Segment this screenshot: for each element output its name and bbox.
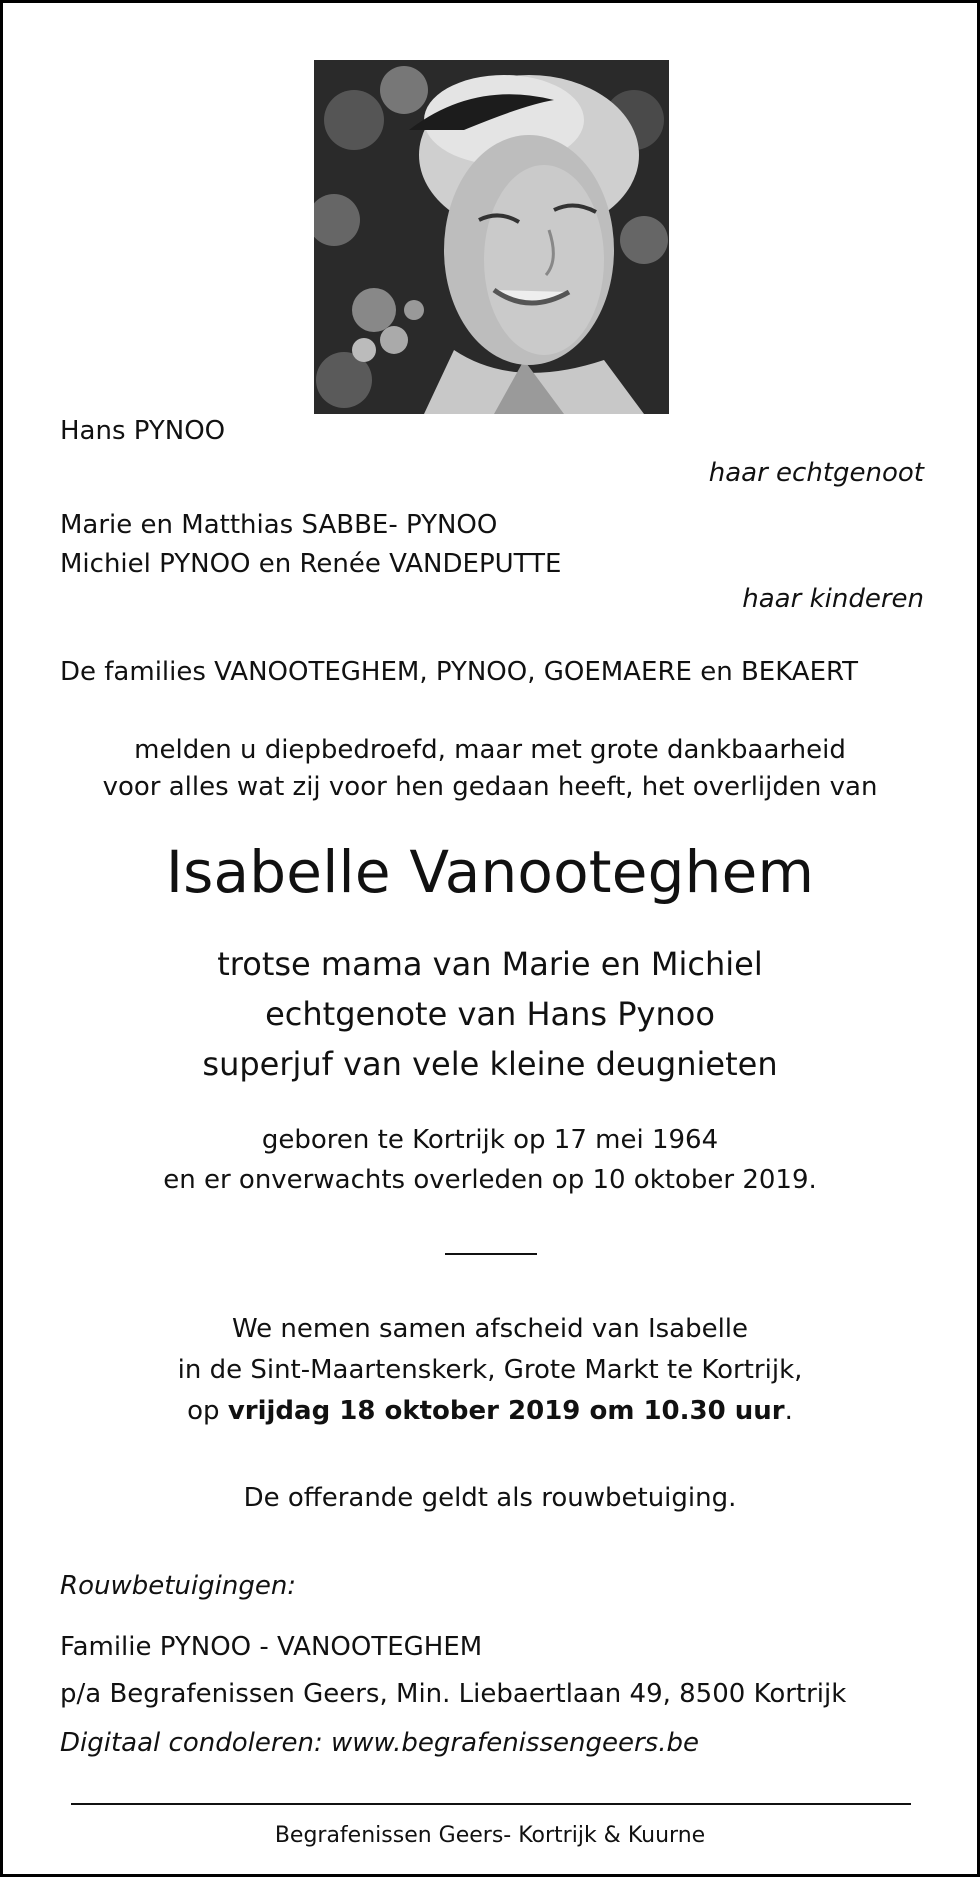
ceremony-line-2: in de Sint-Maartenskerk, Grote Markt te Kortrijk, [177,1355,803,1385]
condolences-addressee: Familie PYNOO - VANOOTEGHEM [60,1632,483,1662]
condolences-address: p/a Begrafenissen Geers, Min. Liebaertlaan 49, 8500 Kortrijk [60,1679,847,1709]
description-line-1: trotse mama van Marie en Michiel [217,945,763,983]
description-line-2: echtgenote van Hans Pynoo [265,995,715,1033]
ceremony-prefix: op [187,1396,228,1426]
death-line: en er onverwachts overleden op 10 oktober 2019. [163,1165,817,1195]
spouse-name: Hans PYNOO [60,416,226,446]
separator-dash [445,1253,537,1255]
condolences-heading: Rouwbetuigingen: [60,1571,297,1601]
ceremony-line-3 [3,1395,977,1429]
footer-text: Begrafenissen Geers- Kortrijk & Kuurne [274,1823,706,1848]
footer-rule [71,1803,911,1805]
ceremony-line-1: We nemen samen afscheid van Isabelle [231,1314,749,1344]
announcement-line-1: melden u diepbedroefd, maar met grote dankbaarheid [134,735,846,765]
children-role: haar kinderen [742,584,924,614]
families-line: De families VANOOTEGHEM, PYNOO, GOEMAERE en BEKAERT [60,657,859,687]
offering-line: De offerande geldt als rouwbetuiging. [243,1483,737,1513]
birth-line: geboren te Kortrijk op 17 mei 1964 [261,1125,719,1155]
deceased-name: Isabelle Vanooteghem [165,838,815,906]
child-line-1: Marie en Matthias SABBE- PYNOO [60,510,498,540]
ceremony-suffix: . [784,1396,793,1426]
child-line-2: Michiel PYNOO en Renée VANDEPUTTE [60,549,562,579]
portrait-photo [314,60,669,414]
ceremony-datetime: vrijdag 18 oktober 2019 om 10.30 uur [227,1396,785,1426]
description-line-3: superjuf van vele kleine deugnieten [202,1045,778,1083]
announcement-line-2: voor alles wat zij voor hen gedaan heeft, het overlijden van [102,772,878,802]
spouse-role: haar echtgenoot [708,458,924,488]
digital-condolence-link[interactable]: Digitaal condoleren: www.begrafenissengeers.be [60,1728,699,1758]
